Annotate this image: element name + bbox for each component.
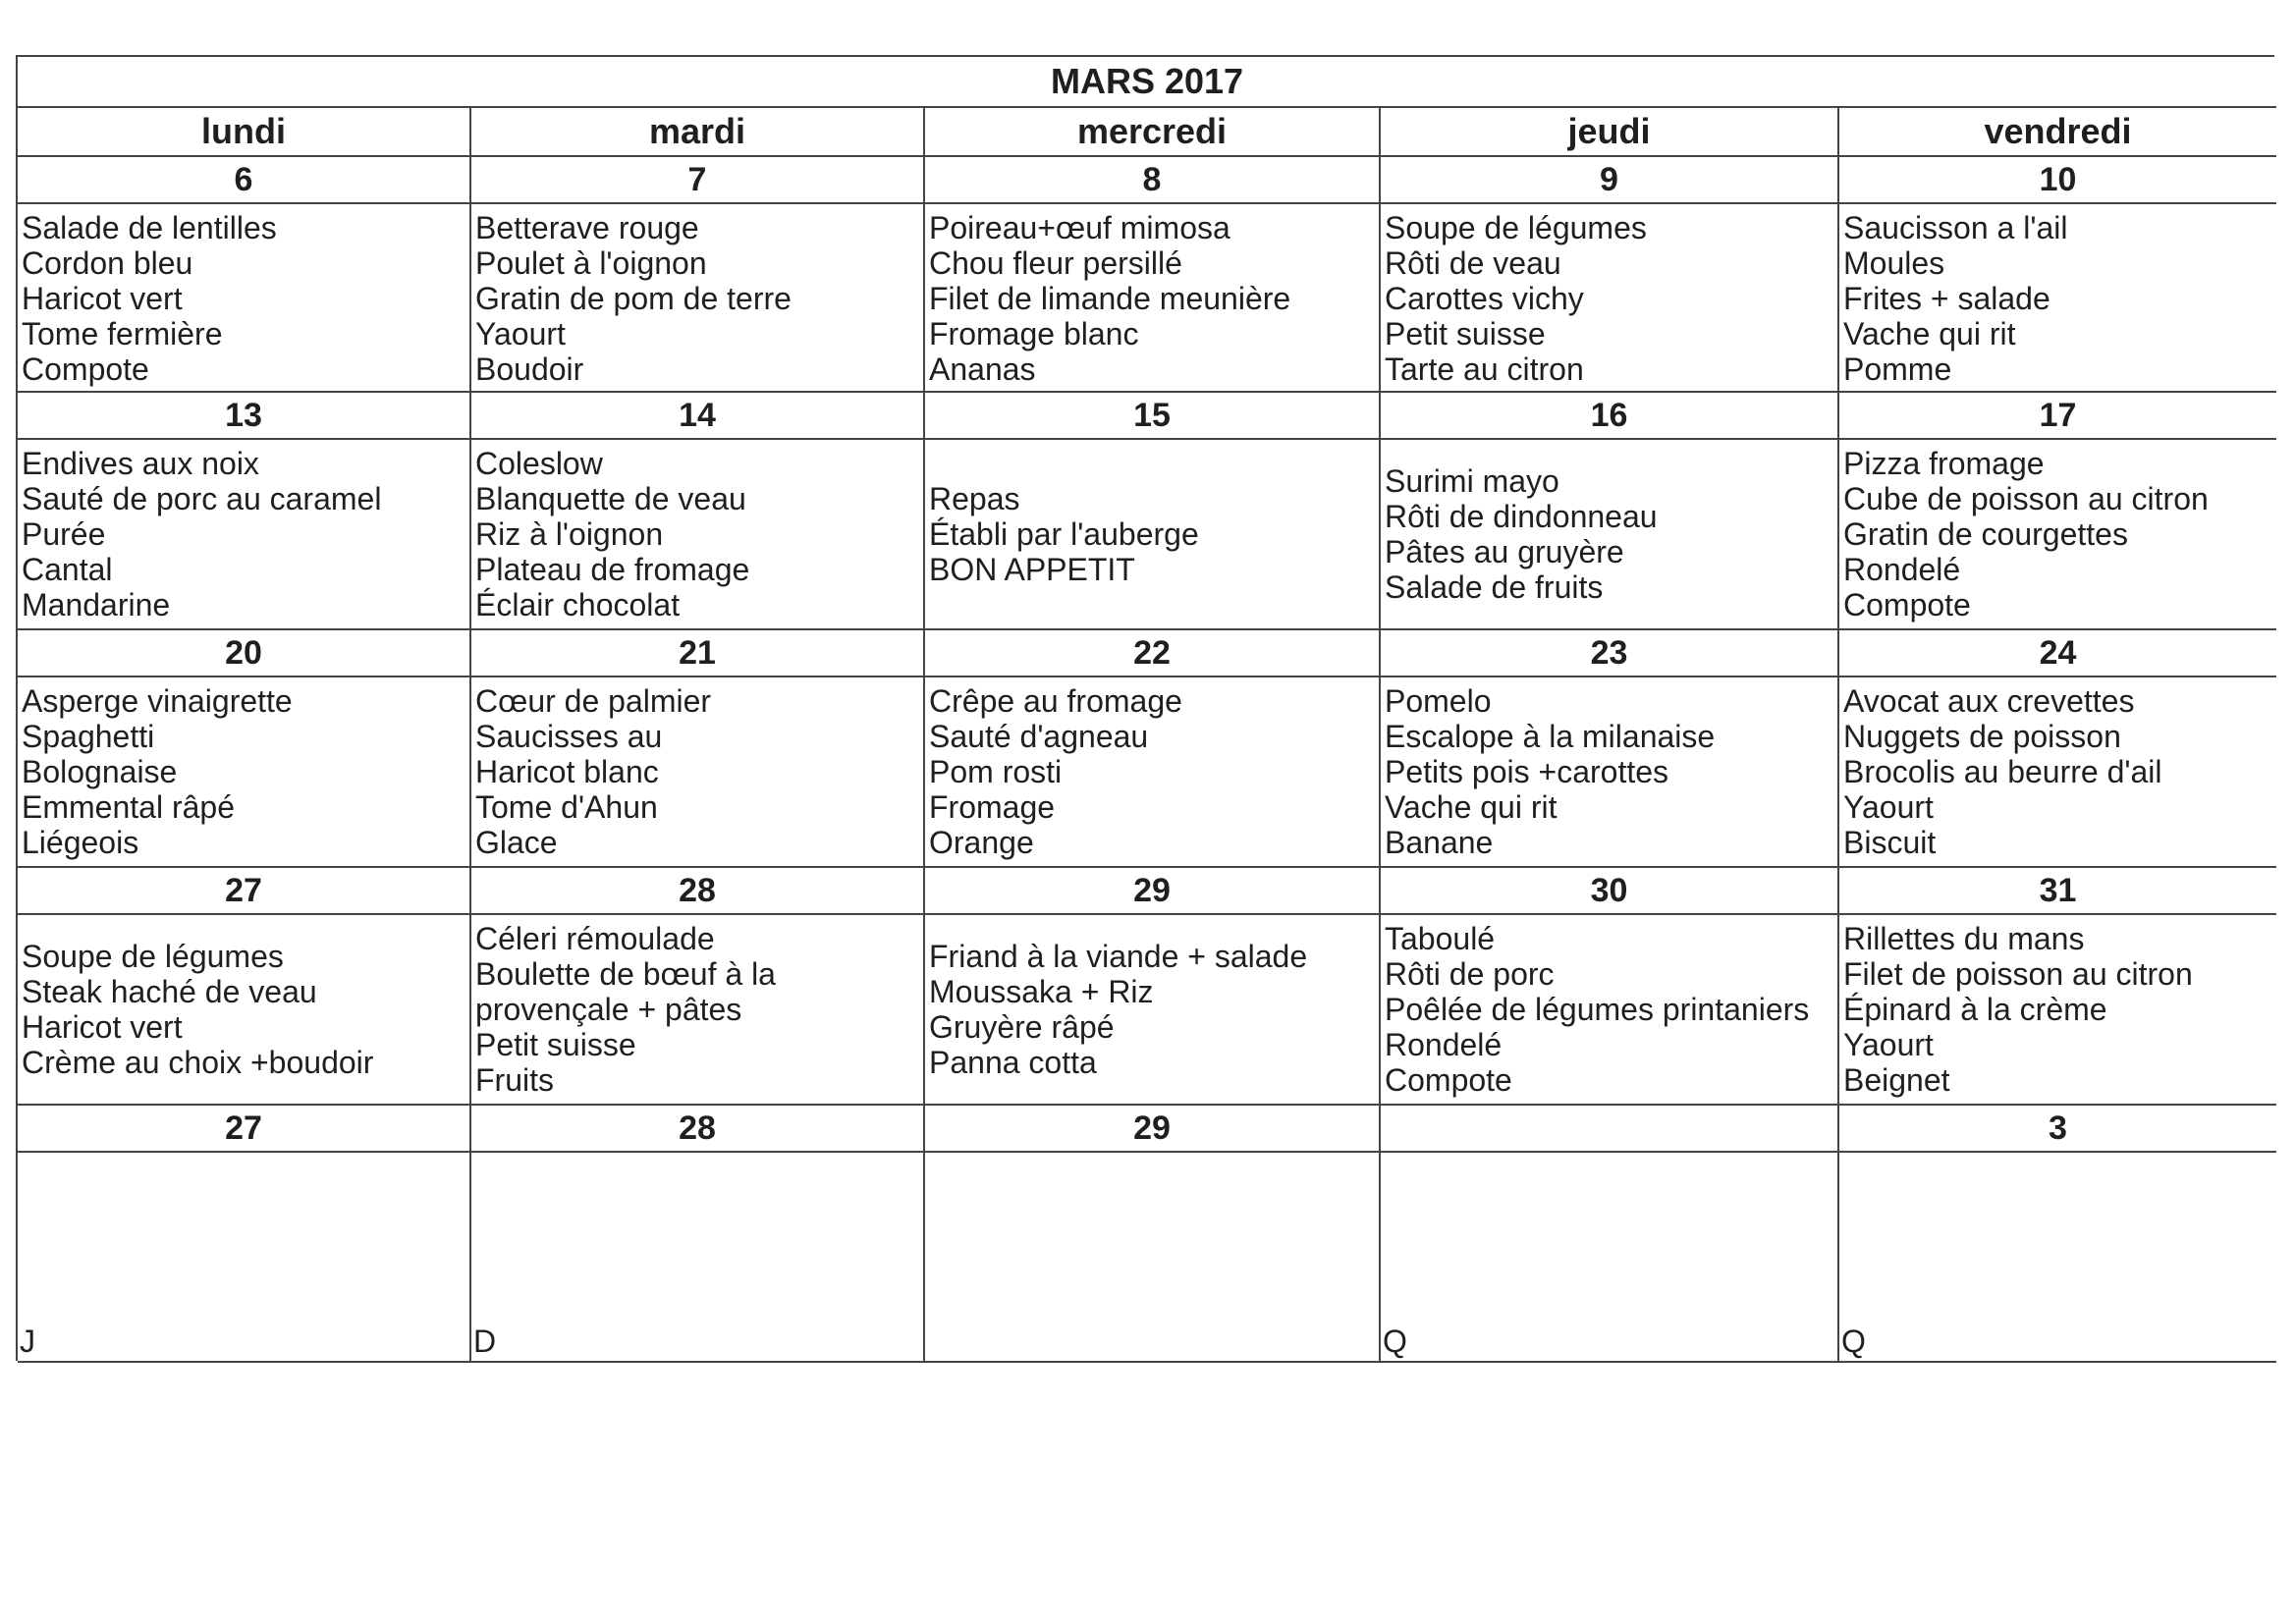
menu-item: Pomelo bbox=[1385, 683, 1492, 719]
menu-item: Friand à la viande + salade bbox=[929, 939, 1308, 974]
date-cell: 16 bbox=[1381, 393, 1839, 440]
menu-item: Nuggets de poisson bbox=[1843, 719, 2121, 754]
menu-item: Moules bbox=[1843, 245, 1945, 281]
menu-item: Fromage bbox=[929, 789, 1056, 825]
menu-item: Yaourt bbox=[1843, 789, 1934, 825]
menu-item: Gruyère râpé bbox=[929, 1009, 1115, 1045]
menu-item: Plateau de fromage bbox=[475, 552, 750, 587]
date-cell: 10 bbox=[1839, 157, 2276, 204]
menu-item: Poêlée de légumes printaniers bbox=[1385, 992, 1810, 1027]
menu-cell bbox=[925, 915, 1381, 1106]
cell-initial: J bbox=[20, 1324, 35, 1359]
menu-item: Soupe de légumes bbox=[1385, 210, 1647, 245]
date-cell: 29 bbox=[925, 868, 1381, 915]
menu-item: Cœur de palmier bbox=[475, 683, 712, 719]
menu-cell bbox=[18, 915, 471, 1106]
menu-item: Établi par l'auberge bbox=[929, 516, 1199, 552]
menu-cell bbox=[18, 1153, 471, 1363]
menu-item: Tome d'Ahun bbox=[475, 789, 658, 825]
menu-item: Cordon bleu bbox=[22, 245, 193, 281]
menu-item: Yaourt bbox=[1843, 1027, 1934, 1062]
menu-item: Soupe de légumes bbox=[22, 939, 284, 974]
menu-item: Crêpe au fromage bbox=[929, 683, 1182, 719]
date-cell: 27 bbox=[18, 868, 471, 915]
date-cell: 15 bbox=[925, 393, 1381, 440]
date-cell: 9 bbox=[1381, 157, 1839, 204]
menu-cell bbox=[1381, 204, 1839, 393]
menu-cell bbox=[471, 915, 925, 1106]
menu-item: Cantal bbox=[22, 552, 113, 587]
menu-item: provençale + pâtes bbox=[475, 992, 742, 1027]
date-cell: 28 bbox=[471, 1106, 925, 1153]
menu-item: Panna cotta bbox=[929, 1045, 1097, 1080]
menu-item: Cube de poisson au citron bbox=[1843, 481, 2209, 516]
menu-item: Bolognaise bbox=[22, 754, 178, 789]
date-cell: 14 bbox=[471, 393, 925, 440]
menu-item: Vache qui rit bbox=[1843, 316, 2016, 352]
menu-item: Saucisses au bbox=[475, 719, 663, 754]
menu-item: Betterave rouge bbox=[475, 210, 699, 245]
menu-item: Frites + salade bbox=[1843, 281, 2050, 316]
cell-initial: Q bbox=[1841, 1324, 1866, 1359]
menu-item: Tarte au citron bbox=[1385, 352, 1584, 387]
date-cell: 29 bbox=[925, 1106, 1381, 1153]
date-cell: 3 bbox=[1839, 1106, 2276, 1153]
menu-cell bbox=[1381, 677, 1839, 868]
day-header-mercredi: mercredi bbox=[925, 108, 1381, 157]
date-cell: 28 bbox=[471, 868, 925, 915]
day-header-jeudi: jeudi bbox=[1381, 108, 1839, 157]
menu-item: Fromage blanc bbox=[929, 316, 1139, 352]
menu-cell bbox=[925, 440, 1381, 630]
menu-item: Rôti de dindonneau bbox=[1385, 499, 1658, 534]
date-cell: 31 bbox=[1839, 868, 2276, 915]
menu-item: Gratin de courgettes bbox=[1843, 516, 2128, 552]
menu-item: Pâtes au gruyère bbox=[1385, 534, 1624, 569]
menu-item: Ananas bbox=[929, 352, 1036, 387]
menu-item: Coleslow bbox=[475, 446, 603, 481]
date-cell: 7 bbox=[471, 157, 925, 204]
menu-item: Rondelé bbox=[1843, 552, 1961, 587]
menu-item: Sauté d'agneau bbox=[929, 719, 1149, 754]
menu-item: Spaghetti bbox=[22, 719, 155, 754]
menu-item: Pizza fromage bbox=[1843, 446, 2045, 481]
menu-cell bbox=[1381, 440, 1839, 630]
menu-item: Épinard à la crème bbox=[1843, 992, 2107, 1027]
menu-item: Haricot vert bbox=[22, 1009, 183, 1045]
day-header-vendredi: vendredi bbox=[1839, 108, 2276, 157]
menu-item: Rôti de veau bbox=[1385, 245, 1561, 281]
menu-item: Compote bbox=[22, 352, 149, 387]
menu-cell bbox=[471, 204, 925, 393]
menu-cell bbox=[1839, 204, 2276, 393]
menu-item: Salade de fruits bbox=[1385, 569, 1604, 605]
date-cell: 21 bbox=[471, 630, 925, 677]
menu-item: Céleri rémoulade bbox=[475, 921, 715, 956]
menu-item: Moussaka + Riz bbox=[929, 974, 1154, 1009]
menu-item: Brocolis au beurre d'ail bbox=[1843, 754, 2162, 789]
menu-item: Éclair chocolat bbox=[475, 587, 681, 622]
menu-item: Carottes vichy bbox=[1385, 281, 1584, 316]
menu-cell bbox=[471, 1153, 925, 1363]
menu-item: Pom rosti bbox=[929, 754, 1063, 789]
menu-cell bbox=[1839, 915, 2276, 1106]
menu-item: Fruits bbox=[475, 1062, 554, 1098]
menu-item: Chou fleur persillé bbox=[929, 245, 1182, 281]
menu-item: Taboulé bbox=[1385, 921, 1496, 956]
menu-item: Pomme bbox=[1843, 352, 1952, 387]
menu-cell bbox=[925, 677, 1381, 868]
menu-item: Compote bbox=[1843, 587, 1971, 622]
menu-item: Glace bbox=[475, 825, 558, 860]
menu-item: Poireau+œuf mimosa bbox=[929, 210, 1230, 245]
date-cell: 24 bbox=[1839, 630, 2276, 677]
menu-item: Haricot vert bbox=[22, 281, 183, 316]
menu-cell bbox=[1839, 677, 2276, 868]
menu-cell bbox=[471, 677, 925, 868]
menu-cell bbox=[18, 677, 471, 868]
calendar-title: MARS 2017 bbox=[18, 57, 2276, 108]
menu-item: Vache qui rit bbox=[1385, 789, 1558, 825]
menu-cell bbox=[925, 204, 1381, 393]
menu-item: Poulet à l'oignon bbox=[475, 245, 707, 281]
menu-item: Petit suisse bbox=[475, 1027, 636, 1062]
menu-item: Avocat aux crevettes bbox=[1843, 683, 2135, 719]
date-cell: 20 bbox=[18, 630, 471, 677]
menu-item: Gratin de pom de terre bbox=[475, 281, 792, 316]
menu-item: Escalope à la milanaise bbox=[1385, 719, 1716, 754]
menu-cell bbox=[1839, 440, 2276, 630]
menu-item: Rôti de porc bbox=[1385, 956, 1555, 992]
menu-cell bbox=[925, 1153, 1381, 1363]
menu-item: Riz à l'oignon bbox=[475, 516, 664, 552]
date-cell: 23 bbox=[1381, 630, 1839, 677]
menu-item: Haricot blanc bbox=[475, 754, 659, 789]
date-cell: 30 bbox=[1381, 868, 1839, 915]
menu-item: Boudoir bbox=[475, 352, 584, 387]
menu-item: Liégeois bbox=[22, 825, 139, 860]
menu-item: Repas bbox=[929, 481, 1020, 516]
menu-item: Mandarine bbox=[22, 587, 171, 622]
date-cell: 8 bbox=[925, 157, 1381, 204]
menu-item: Banane bbox=[1385, 825, 1494, 860]
menu-item: Sauté de porc au caramel bbox=[22, 481, 382, 516]
date-cell: 13 bbox=[18, 393, 471, 440]
date-cell: 17 bbox=[1839, 393, 2276, 440]
cell-initial: Q bbox=[1383, 1324, 1407, 1359]
menu-item: Beignet bbox=[1843, 1062, 1950, 1098]
menu-item: Saucisson a l'ail bbox=[1843, 210, 2068, 245]
cell-initial: D bbox=[473, 1324, 497, 1359]
menu-cell bbox=[18, 204, 471, 393]
menu-item: Purée bbox=[22, 516, 106, 552]
menu-item: Orange bbox=[929, 825, 1034, 860]
menu-cell bbox=[471, 440, 925, 630]
menu-item: Crème au choix +boudoir bbox=[22, 1045, 374, 1080]
date-cell bbox=[1381, 1106, 1839, 1153]
date-cell: 6 bbox=[18, 157, 471, 204]
menu-item: Blanquette de veau bbox=[475, 481, 746, 516]
menu-item: Emmental râpé bbox=[22, 789, 235, 825]
menu-cell bbox=[1381, 915, 1839, 1106]
menu-item: Yaourt bbox=[475, 316, 566, 352]
day-header-lundi: lundi bbox=[18, 108, 471, 157]
menu-item: Filet de poisson au citron bbox=[1843, 956, 2193, 992]
menu-item: Steak haché de veau bbox=[22, 974, 317, 1009]
menu-item: Endives aux noix bbox=[22, 446, 259, 481]
menu-item: BON APPETIT bbox=[929, 552, 1135, 587]
menu-item: Surimi mayo bbox=[1385, 463, 1559, 499]
menu-item: Petit suisse bbox=[1385, 316, 1546, 352]
menu-item: Salade de lentilles bbox=[22, 210, 277, 245]
menu-cell bbox=[18, 440, 471, 630]
menu-item: Tome fermière bbox=[22, 316, 223, 352]
menu-item: Boulette de bœuf à la bbox=[475, 956, 776, 992]
menu-calendar-table bbox=[16, 55, 2274, 1361]
date-cell: 27 bbox=[18, 1106, 471, 1153]
date-cell: 22 bbox=[925, 630, 1381, 677]
menu-cell bbox=[1839, 1153, 2276, 1363]
menu-cell bbox=[1381, 1153, 1839, 1363]
menu-item: Rillettes du mans bbox=[1843, 921, 2085, 956]
menu-item: Rondelé bbox=[1385, 1027, 1503, 1062]
menu-item: Compote bbox=[1385, 1062, 1512, 1098]
menu-item: Filet de limande meunière bbox=[929, 281, 1291, 316]
menu-item: Asperge vinaigrette bbox=[22, 683, 293, 719]
day-header-mardi: mardi bbox=[471, 108, 925, 157]
menu-item: Biscuit bbox=[1843, 825, 1937, 860]
menu-item: Petits pois +carottes bbox=[1385, 754, 1669, 789]
